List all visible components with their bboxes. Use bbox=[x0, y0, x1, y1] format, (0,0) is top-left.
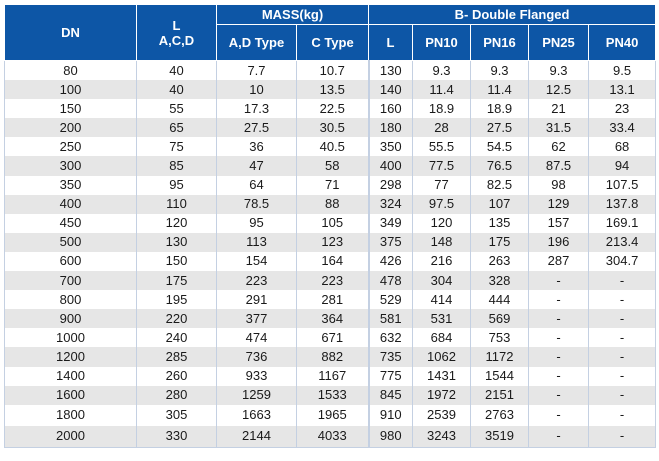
cell-dn: 1400 bbox=[5, 367, 137, 386]
cell-dn: 1000 bbox=[5, 328, 137, 347]
cell-pn16: 107 bbox=[471, 195, 529, 214]
cell-mass-c: 281 bbox=[297, 290, 369, 309]
cell-pn10: 97.5 bbox=[413, 195, 471, 214]
cell-pn40: 94 bbox=[589, 156, 656, 175]
cell-pn10: 77 bbox=[413, 176, 471, 195]
cell-mass-ad: 7.7 bbox=[217, 61, 297, 81]
cell-b-length: 180 bbox=[369, 118, 413, 137]
cell-mass-c: 10.7 bbox=[297, 61, 369, 81]
cell-pn40: - bbox=[589, 426, 656, 448]
table-row bbox=[5, 386, 656, 405]
cell-length: 75 bbox=[137, 137, 217, 156]
header-pn10: PN10 bbox=[413, 25, 471, 61]
cell-length: 285 bbox=[137, 347, 217, 366]
cell-pn25: - bbox=[529, 426, 589, 448]
cell-pn16: 2763 bbox=[471, 405, 529, 426]
cell-pn40: - bbox=[589, 347, 656, 366]
cell-dn: 250 bbox=[5, 137, 137, 156]
cell-pn10: 1431 bbox=[413, 367, 471, 386]
cell-pn10: 120 bbox=[413, 214, 471, 233]
dimension-table bbox=[4, 4, 656, 448]
cell-mass-c: 1965 bbox=[297, 405, 369, 426]
cell-pn40: - bbox=[589, 271, 656, 290]
cell-length: 130 bbox=[137, 233, 217, 252]
cell-dn: 350 bbox=[5, 176, 137, 195]
cell-pn40: - bbox=[589, 290, 656, 309]
cell-length: 260 bbox=[137, 367, 217, 386]
cell-mass-ad: 1663 bbox=[217, 405, 297, 426]
table-row bbox=[5, 347, 656, 366]
cell-mass-ad: 291 bbox=[217, 290, 297, 309]
cell-mass-ad: 154 bbox=[217, 252, 297, 271]
cell-pn25: 157 bbox=[529, 214, 589, 233]
table-row bbox=[5, 61, 656, 81]
cell-b-length: 845 bbox=[369, 386, 413, 405]
cell-mass-c: 882 bbox=[297, 347, 369, 366]
table-row bbox=[5, 233, 656, 252]
cell-dn: 900 bbox=[5, 309, 137, 328]
header-double-flanged-group: B- Double Flanged bbox=[369, 5, 656, 25]
table-row bbox=[5, 271, 656, 290]
cell-length: 195 bbox=[137, 290, 217, 309]
cell-dn: 800 bbox=[5, 290, 137, 309]
cell-dn: 2000 bbox=[5, 426, 137, 448]
cell-dn: 1200 bbox=[5, 347, 137, 366]
cell-pn16: 11.4 bbox=[471, 80, 529, 99]
header-pn40: PN40 bbox=[589, 25, 656, 61]
header-b-length: L bbox=[369, 25, 413, 61]
cell-pn40: 13.1 bbox=[589, 80, 656, 99]
cell-mass-c: 671 bbox=[297, 328, 369, 347]
cell-pn25: 21 bbox=[529, 99, 589, 118]
cell-length: 150 bbox=[137, 252, 217, 271]
cell-b-length: 324 bbox=[369, 195, 413, 214]
cell-dn: 1800 bbox=[5, 405, 137, 426]
cell-b-length: 478 bbox=[369, 271, 413, 290]
cell-length: 280 bbox=[137, 386, 217, 405]
cell-mass-c: 364 bbox=[297, 309, 369, 328]
cell-pn10: 18.9 bbox=[413, 99, 471, 118]
cell-mass-ad: 474 bbox=[217, 328, 297, 347]
cell-length: 240 bbox=[137, 328, 217, 347]
cell-pn25: - bbox=[529, 347, 589, 366]
cell-b-length: 375 bbox=[369, 233, 413, 252]
cell-length: 40 bbox=[137, 61, 217, 81]
cell-pn16: 18.9 bbox=[471, 99, 529, 118]
header-length-line1: L bbox=[172, 17, 181, 33]
cell-mass-c: 30.5 bbox=[297, 118, 369, 137]
header-dn: DN bbox=[5, 5, 137, 61]
cell-pn16: 76.5 bbox=[471, 156, 529, 175]
cell-pn40: 304.7 bbox=[589, 252, 656, 271]
cell-pn10: 1062 bbox=[413, 347, 471, 366]
cell-pn16: 9.3 bbox=[471, 61, 529, 81]
cell-b-length: 349 bbox=[369, 214, 413, 233]
table-row bbox=[5, 118, 656, 137]
cell-pn16: 82.5 bbox=[471, 176, 529, 195]
cell-b-length: 140 bbox=[369, 80, 413, 99]
table-row bbox=[5, 137, 656, 156]
cell-pn10: 28 bbox=[413, 118, 471, 137]
cell-mass-c: 123 bbox=[297, 233, 369, 252]
cell-pn25: 31.5 bbox=[529, 118, 589, 137]
cell-b-length: 529 bbox=[369, 290, 413, 309]
table-row bbox=[5, 214, 656, 233]
table-row bbox=[5, 405, 656, 426]
cell-pn16: 27.5 bbox=[471, 118, 529, 137]
cell-mass-ad: 1259 bbox=[217, 386, 297, 405]
cell-length: 175 bbox=[137, 271, 217, 290]
cell-pn40: - bbox=[589, 367, 656, 386]
cell-pn25: 62 bbox=[529, 137, 589, 156]
cell-mass-ad: 10 bbox=[217, 80, 297, 99]
cell-mass-ad: 377 bbox=[217, 309, 297, 328]
cell-b-length: 350 bbox=[369, 137, 413, 156]
table-row bbox=[5, 99, 656, 118]
cell-dn: 100 bbox=[5, 80, 137, 99]
cell-pn40: 107.5 bbox=[589, 176, 656, 195]
cell-mass-c: 223 bbox=[297, 271, 369, 290]
cell-b-length: 581 bbox=[369, 309, 413, 328]
cell-pn25: - bbox=[529, 367, 589, 386]
header-length bbox=[137, 5, 217, 61]
table-row bbox=[5, 156, 656, 175]
cell-pn10: 9.3 bbox=[413, 61, 471, 81]
cell-pn25: 196 bbox=[529, 233, 589, 252]
cell-b-length: 632 bbox=[369, 328, 413, 347]
cell-pn40: 33.4 bbox=[589, 118, 656, 137]
header-mass-c-type: C Type bbox=[297, 25, 369, 61]
cell-dn: 1600 bbox=[5, 386, 137, 405]
cell-dn: 450 bbox=[5, 214, 137, 233]
cell-pn40: 9.5 bbox=[589, 61, 656, 81]
cell-pn16: 1172 bbox=[471, 347, 529, 366]
cell-length: 120 bbox=[137, 214, 217, 233]
cell-length: 85 bbox=[137, 156, 217, 175]
cell-length: 305 bbox=[137, 405, 217, 426]
cell-dn: 700 bbox=[5, 271, 137, 290]
cell-length: 55 bbox=[137, 99, 217, 118]
header-length-line2: A,C,D bbox=[158, 32, 195, 48]
cell-pn40: 169.1 bbox=[589, 214, 656, 233]
cell-pn10: 148 bbox=[413, 233, 471, 252]
cell-pn10: 414 bbox=[413, 290, 471, 309]
cell-b-length: 298 bbox=[369, 176, 413, 195]
cell-length: 65 bbox=[137, 118, 217, 137]
cell-pn10: 684 bbox=[413, 328, 471, 347]
cell-mass-ad: 2144 bbox=[217, 426, 297, 448]
cell-mass-c: 105 bbox=[297, 214, 369, 233]
cell-dn: 500 bbox=[5, 233, 137, 252]
cell-mass-ad: 64 bbox=[217, 176, 297, 195]
table-row bbox=[5, 80, 656, 99]
table-row bbox=[5, 426, 656, 448]
cell-dn: 300 bbox=[5, 156, 137, 175]
cell-pn10: 304 bbox=[413, 271, 471, 290]
cell-pn16: 135 bbox=[471, 214, 529, 233]
cell-mass-c: 4033 bbox=[297, 426, 369, 448]
cell-pn25: 129 bbox=[529, 195, 589, 214]
cell-pn25: 9.3 bbox=[529, 61, 589, 81]
table-row bbox=[5, 176, 656, 195]
cell-mass-ad: 27.5 bbox=[217, 118, 297, 137]
cell-pn25: 12.5 bbox=[529, 80, 589, 99]
cell-pn10: 2539 bbox=[413, 405, 471, 426]
cell-dn: 150 bbox=[5, 99, 137, 118]
cell-pn16: 569 bbox=[471, 309, 529, 328]
cell-pn10: 1972 bbox=[413, 386, 471, 405]
cell-dn: 400 bbox=[5, 195, 137, 214]
cell-pn40: 137.8 bbox=[589, 195, 656, 214]
cell-pn25: 98 bbox=[529, 176, 589, 195]
cell-mass-ad: 95 bbox=[217, 214, 297, 233]
cell-pn40: - bbox=[589, 386, 656, 405]
cell-pn25: - bbox=[529, 405, 589, 426]
header-mass-group: MASS(kg) bbox=[217, 5, 369, 25]
cell-mass-ad: 78.5 bbox=[217, 195, 297, 214]
cell-pn10: 11.4 bbox=[413, 80, 471, 99]
cell-pn10: 55.5 bbox=[413, 137, 471, 156]
cell-mass-c: 1533 bbox=[297, 386, 369, 405]
cell-mass-ad: 47 bbox=[217, 156, 297, 175]
cell-b-length: 980 bbox=[369, 426, 413, 448]
header-mass-ad-type: A,D Type bbox=[217, 25, 297, 61]
cell-b-length: 735 bbox=[369, 347, 413, 366]
table-body bbox=[5, 61, 656, 448]
cell-mass-ad: 113 bbox=[217, 233, 297, 252]
cell-b-length: 160 bbox=[369, 99, 413, 118]
cell-pn40: - bbox=[589, 328, 656, 347]
cell-pn40: 213.4 bbox=[589, 233, 656, 252]
cell-pn25: - bbox=[529, 386, 589, 405]
cell-pn16: 328 bbox=[471, 271, 529, 290]
cell-pn10: 77.5 bbox=[413, 156, 471, 175]
table-row bbox=[5, 309, 656, 328]
cell-mass-c: 22.5 bbox=[297, 99, 369, 118]
cell-pn16: 444 bbox=[471, 290, 529, 309]
cell-mass-c: 1167 bbox=[297, 367, 369, 386]
cell-pn16: 175 bbox=[471, 233, 529, 252]
cell-mass-c: 40.5 bbox=[297, 137, 369, 156]
cell-mass-ad: 933 bbox=[217, 367, 297, 386]
cell-length: 110 bbox=[137, 195, 217, 214]
cell-pn40: 23 bbox=[589, 99, 656, 118]
cell-pn16: 3519 bbox=[471, 426, 529, 448]
cell-length: 40 bbox=[137, 80, 217, 99]
cell-pn16: 2151 bbox=[471, 386, 529, 405]
cell-dn: 200 bbox=[5, 118, 137, 137]
cell-b-length: 775 bbox=[369, 367, 413, 386]
cell-b-length: 426 bbox=[369, 252, 413, 271]
cell-pn40: - bbox=[589, 309, 656, 328]
cell-pn10: 531 bbox=[413, 309, 471, 328]
cell-pn10: 216 bbox=[413, 252, 471, 271]
cell-pn16: 263 bbox=[471, 252, 529, 271]
cell-mass-c: 164 bbox=[297, 252, 369, 271]
cell-mass-c: 71 bbox=[297, 176, 369, 195]
cell-mass-c: 58 bbox=[297, 156, 369, 175]
cell-b-length: 130 bbox=[369, 61, 413, 81]
cell-mass-ad: 736 bbox=[217, 347, 297, 366]
cell-pn25: 87.5 bbox=[529, 156, 589, 175]
header-pn16: PN16 bbox=[471, 25, 529, 61]
cell-pn25: - bbox=[529, 328, 589, 347]
cell-length: 220 bbox=[137, 309, 217, 328]
cell-mass-ad: 17.3 bbox=[217, 99, 297, 118]
cell-mass-c: 13.5 bbox=[297, 80, 369, 99]
cell-pn16: 753 bbox=[471, 328, 529, 347]
cell-pn25: - bbox=[529, 290, 589, 309]
cell-pn25: - bbox=[529, 271, 589, 290]
table-row bbox=[5, 328, 656, 347]
table-row bbox=[5, 290, 656, 309]
cell-mass-ad: 36 bbox=[217, 137, 297, 156]
cell-pn40: - bbox=[589, 405, 656, 426]
cell-length: 95 bbox=[137, 176, 217, 195]
cell-dn: 600 bbox=[5, 252, 137, 271]
cell-length: 330 bbox=[137, 426, 217, 448]
cell-pn10: 3243 bbox=[413, 426, 471, 448]
table-row bbox=[5, 252, 656, 271]
header-pn25: PN25 bbox=[529, 25, 589, 61]
cell-pn25: - bbox=[529, 309, 589, 328]
table-row bbox=[5, 195, 656, 214]
cell-dn: 80 bbox=[5, 61, 137, 81]
cell-pn25: 287 bbox=[529, 252, 589, 271]
cell-pn40: 68 bbox=[589, 137, 656, 156]
cell-mass-c: 88 bbox=[297, 195, 369, 214]
cell-b-length: 400 bbox=[369, 156, 413, 175]
cell-b-length: 910 bbox=[369, 405, 413, 426]
table-row bbox=[5, 367, 656, 386]
cell-mass-ad: 223 bbox=[217, 271, 297, 290]
cell-pn16: 54.5 bbox=[471, 137, 529, 156]
cell-pn16: 1544 bbox=[471, 367, 529, 386]
